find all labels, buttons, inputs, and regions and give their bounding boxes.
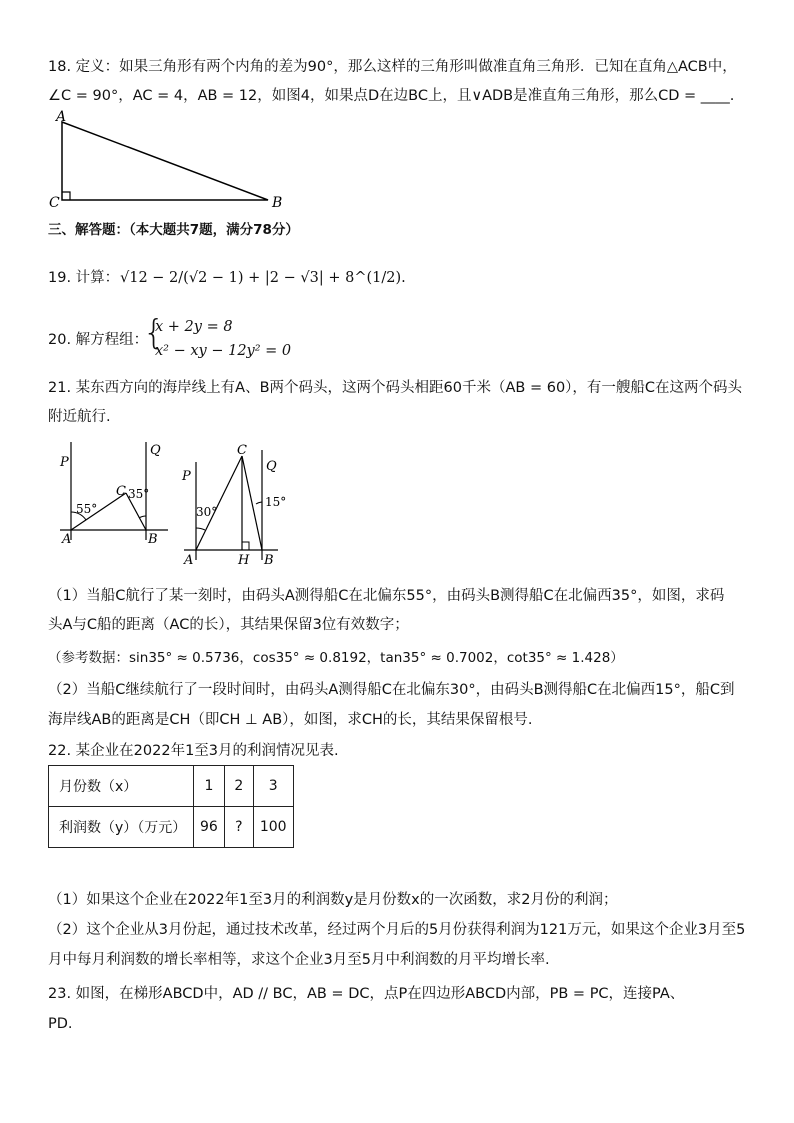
q23-line2: PD. <box>48 1016 73 1032</box>
fig2-angle-15: 15° <box>265 495 287 509</box>
fig2-label-p: P <box>182 469 191 484</box>
fig2-label-a: A <box>184 553 194 568</box>
q23-line1: 23. 如图，在梯形ABCD中，AD // BC，AB = DC，点P在四边形ABCD内部，PB = PC，连接PA、 <box>48 986 685 1002</box>
table-cell: 3 <box>253 766 293 807</box>
fig1-label-q: Q <box>150 443 161 458</box>
fig2-label-b: B <box>264 553 274 568</box>
fig1-label-c: C <box>116 484 126 499</box>
fig2-label-h: H <box>238 553 250 568</box>
fig2-angle-30: 30° <box>196 505 218 519</box>
fig2-label-q: Q <box>266 459 277 474</box>
q21-line2: 附近航行. <box>48 409 111 425</box>
q20-equation-2: x² − xy − 12y² = 0 <box>155 343 292 359</box>
section-3-heading: 三、解答题：（本大题共7题，满分78分） <box>48 222 299 238</box>
q19-expression: √12 − 2/(√2 − 1) + |2 − √3| + 8^(1/2). <box>120 270 406 286</box>
q22-part2-line2: 月中每月利润数的增长率相等，求这个企业3月至5月中利润数的月平均增长率. <box>48 952 550 968</box>
table-cell: 96 <box>194 807 225 848</box>
table-cell: 100 <box>253 807 293 848</box>
q21-line1: 21. 某东西方向的海岸线上有A、B两个码头，这两个码头相距60千米（AB = 60），有一艘船C在这两个码头 <box>48 380 743 396</box>
fig1-label-a: A <box>62 532 72 547</box>
fig1-angle-55: 55° <box>76 502 98 516</box>
q18-label-b: B <box>272 195 283 211</box>
table-cell: 1 <box>194 766 225 807</box>
table-header-profit: 利润数（y）（万元） <box>49 807 194 848</box>
q21-reference-data: （参考数据：sin35° ≈ 0.5736，cos35° ≈ 0.8192，tan35° ≈ 0.7002，cot35° ≈ 1.428） <box>48 650 624 666</box>
fig1-label-p: P <box>60 455 69 470</box>
q20-label: 20. 解方程组： <box>48 332 149 348</box>
q21-part2-line1: （2）当船C继续航行了一段时间时，由码头A测得船C在北偏东30°，由码头B测得船C在北偏西15°，船C到 <box>48 682 735 698</box>
q18-line2: ∠C = 90°，AC = 4，AB = 12，如图4，如果点D在边BC上，且∨ADB是准直角三角形，那么CD = ____. <box>48 88 735 104</box>
q22-intro: 22. 某企业在2022年1至3月的利润情况见表. <box>48 743 339 759</box>
fig2-label-c: C <box>237 443 247 458</box>
q21-figure-2 <box>178 440 298 570</box>
q19-label: 19. 计算： <box>48 270 120 286</box>
brace-icon: { <box>143 313 165 353</box>
profit-table <box>48 765 294 848</box>
q20-equation-1: x + 2y = 8 <box>155 319 233 335</box>
table-row <box>49 766 294 807</box>
q22-part2-line1: （2）这个企业从3月份起，通过技术改革，经过两个月后的5月份获得利润为121万元，如果这个企业3月至5 <box>48 922 746 938</box>
q21-figure-1 <box>58 440 178 550</box>
fig1-label-b: B <box>148 532 158 547</box>
q18-label-c: C <box>49 195 60 211</box>
fig1-angle-35: 35° <box>128 487 150 501</box>
q21-part1-line2: 头A与C船的距离（AC的长），其结果保留3位有效数字； <box>48 617 409 633</box>
table-header-month: 月份数（x） <box>49 766 194 807</box>
q21-part2-line2: 海岸线AB的距离是CH（即CH ⊥ AB），如图，求CH的长，其结果保留根号. <box>48 712 533 728</box>
table-cell: ? <box>224 807 253 848</box>
table-row <box>49 807 294 848</box>
q22-part1: （1）如果这个企业在2022年1至3月的利润数y是月份数x的一次函数，求2月份的利润； <box>48 892 618 908</box>
table-cell: 2 <box>224 766 253 807</box>
q21-part1-line1: （1）当船C航行了某一刻时，由码头A测得船C在北偏东55°，由码头B测得船C在北偏西35°，如图，求码 <box>48 588 725 604</box>
q18-line1: 18. 定义：如果三角形有两个内角的差为90°，那么这样的三角形叫做准直角三角形．已知在直角△ACB中， <box>48 59 737 75</box>
q18-figure <box>40 108 290 214</box>
q18-label-a: A <box>56 109 67 125</box>
